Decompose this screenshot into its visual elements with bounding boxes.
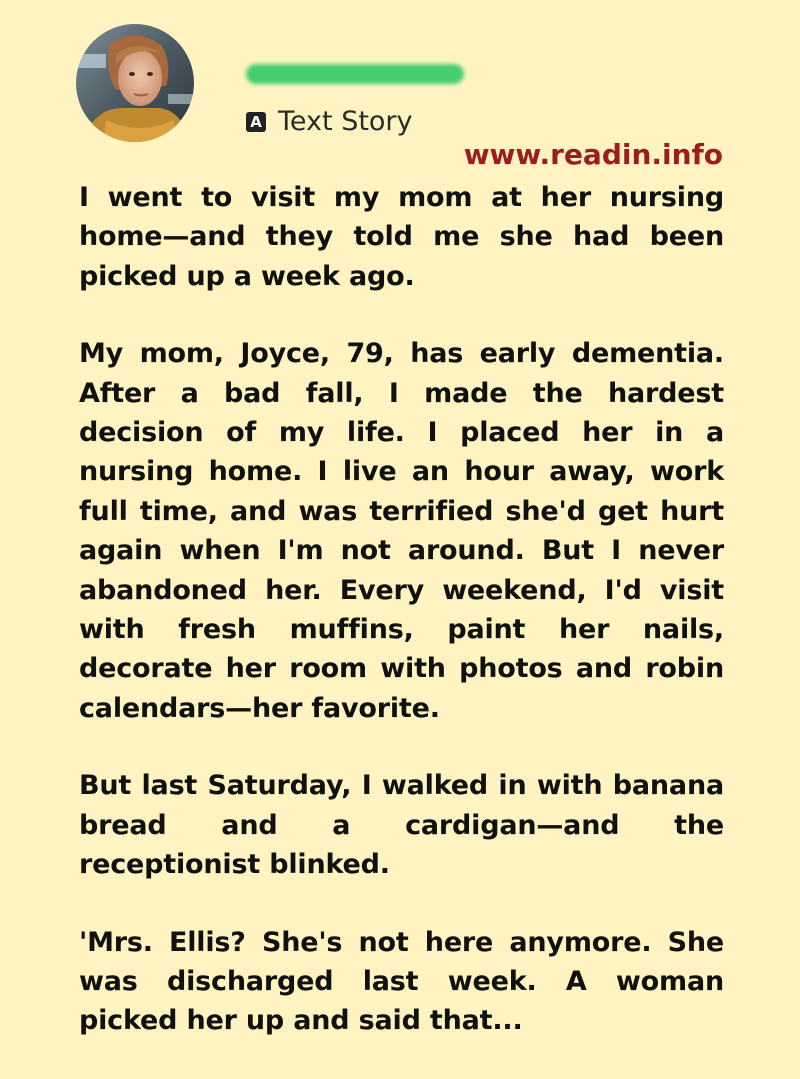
author-avatar[interactable] [76,24,194,142]
avatar-photo [76,24,194,142]
text-story-icon: A [246,112,266,132]
site-url-watermark: www.readin.info [463,138,723,171]
story-paragraph-3: But last Saturday, I walked in with banana bread and a cardigan—and the receptionist blinked. [79,770,724,881]
story-type-tag [246,106,413,137]
story-body [79,178,724,1079]
author-name-redacted[interactable] [246,64,464,84]
story-paragraph-1: I went to visit my mom at her nursing home—and they told me she had been picked up a week ago. [79,182,724,292]
story-type-label: Text Story [278,106,413,137]
story-paragraph-4: 'Mrs. Ellis? She's not here anymore. She was discharged last week. A woman picked her up and said that... [79,926,724,1037]
story-paragraph-2: My mom, Joyce, 79, has early dementia. After a bad fall, I made the hardest decision of my life. I placed her in a nursing home. I live an hour away, work full time, and was terrified she'd get hurt again when I'm not around. But I never abandoned her. Every weekend, I'd visit with fresh muffins, paint her nails, decorate her room with photos and robin calendars—her favorite. [79,338,724,724]
